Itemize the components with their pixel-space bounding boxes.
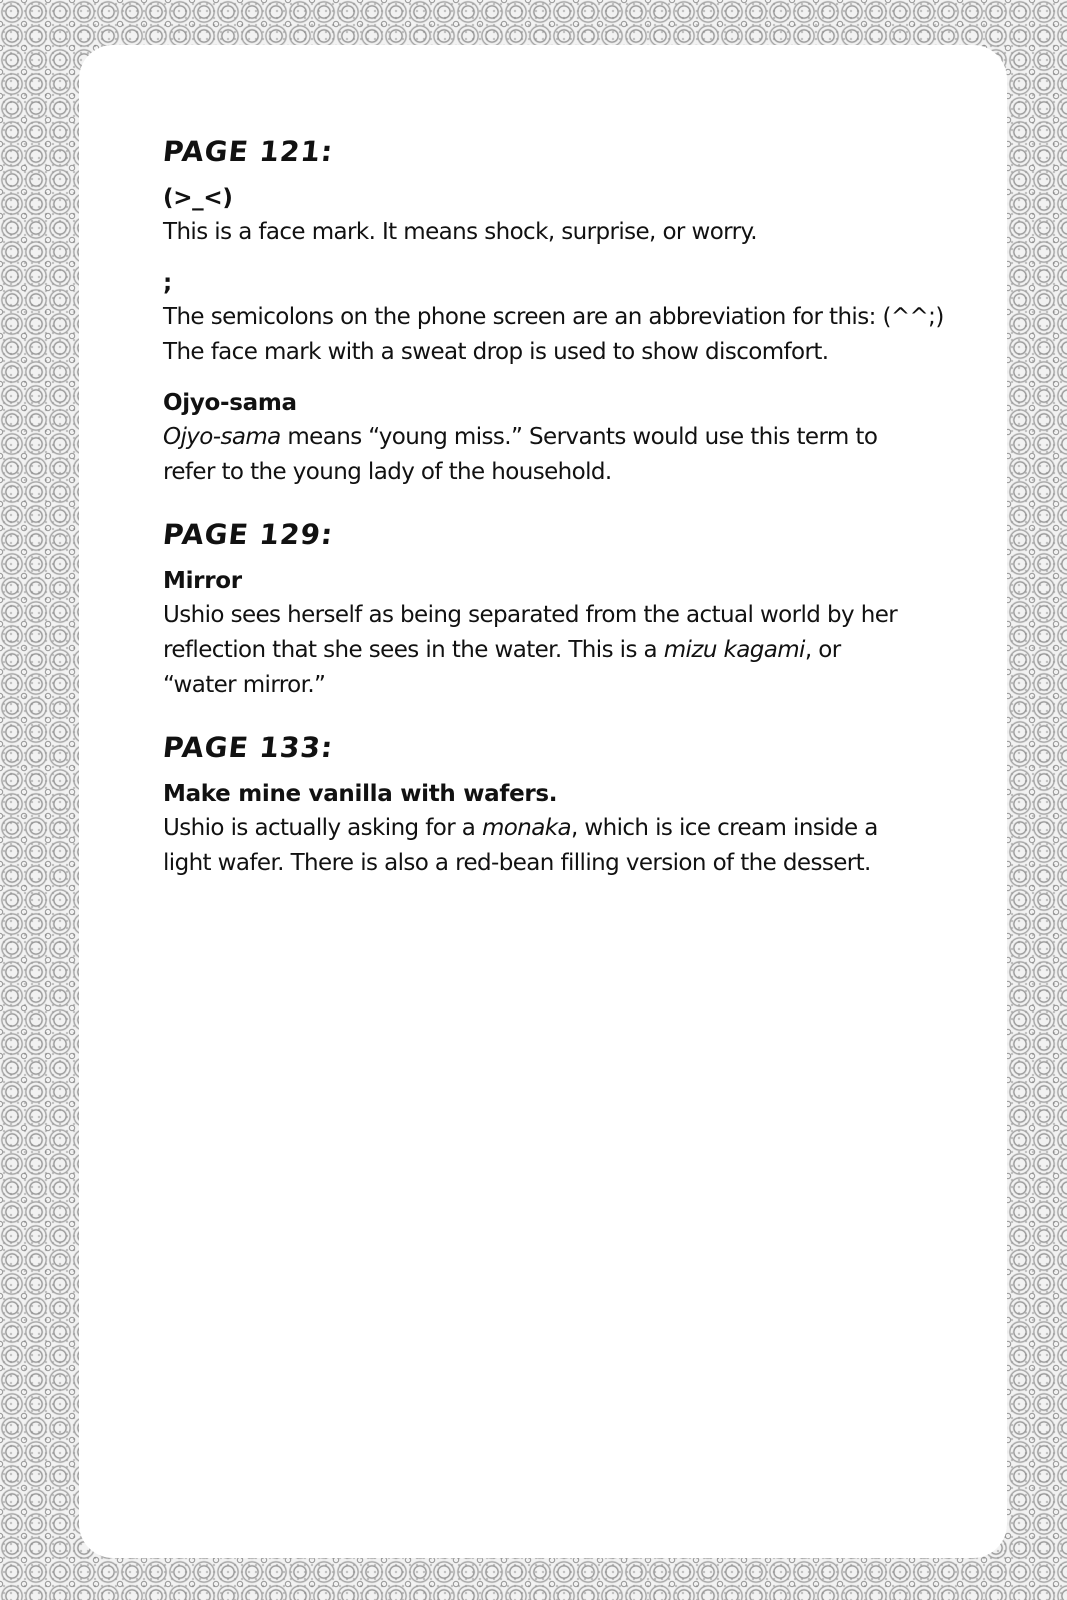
section-page-121: [163, 135, 983, 490]
note-line: The face mark with a sweat drop is used to show discomfort.: [163, 339, 829, 365]
note-term: ;: [163, 270, 172, 296]
note-line: refer to the young lady of the household.: [163, 459, 612, 485]
note-text: [163, 300, 983, 370]
note-entry: [163, 386, 983, 490]
note-line: means “young miss.” Servants would use this term to: [280, 424, 878, 450]
section-heading: PAGE 129:: [161, 518, 335, 551]
section-heading: PAGE 133:: [161, 731, 335, 764]
notes-content: [163, 135, 983, 909]
note-line: The semicolons on the phone screen are an abbreviation for this: (^^;): [163, 304, 944, 330]
section-page-129: [163, 518, 983, 703]
note-line: , or: [804, 637, 841, 663]
note-text: [163, 215, 983, 250]
note-text: [163, 420, 983, 490]
note-text: [163, 811, 983, 881]
note-line: reflection that she sees in the water. This is a: [163, 637, 664, 663]
note-entry: [163, 266, 983, 370]
note-line: light wafer. There is also a red-bean filling version of the dessert.: [163, 850, 871, 876]
note-entry: [163, 564, 983, 703]
note-entry: [163, 181, 983, 250]
section-page-133: [163, 731, 983, 881]
section-heading: PAGE 121:: [161, 135, 335, 168]
note-italic-term: mizu kagami: [663, 637, 805, 663]
note-term: Make mine vanilla with wafers.: [163, 781, 558, 807]
note-line: This is a face mark. It means shock, surprise, or worry.: [163, 219, 757, 245]
note-line: Ushio sees herself as being separated from the actual world by her: [163, 602, 898, 628]
note-line: Ushio is actually asking for a: [163, 815, 482, 841]
note-entry: [163, 777, 983, 881]
note-italic-term: monaka: [482, 815, 571, 841]
note-line: “water mirror.”: [163, 672, 326, 698]
note-term: Ojyo-sama: [163, 390, 297, 416]
note-italic-term: Ojyo-sama: [163, 424, 281, 450]
note-term: Mirror: [163, 568, 242, 594]
note-line: , which is ice cream inside a: [570, 815, 878, 841]
note-term: (>_<): [163, 185, 233, 211]
note-text: [163, 598, 983, 703]
